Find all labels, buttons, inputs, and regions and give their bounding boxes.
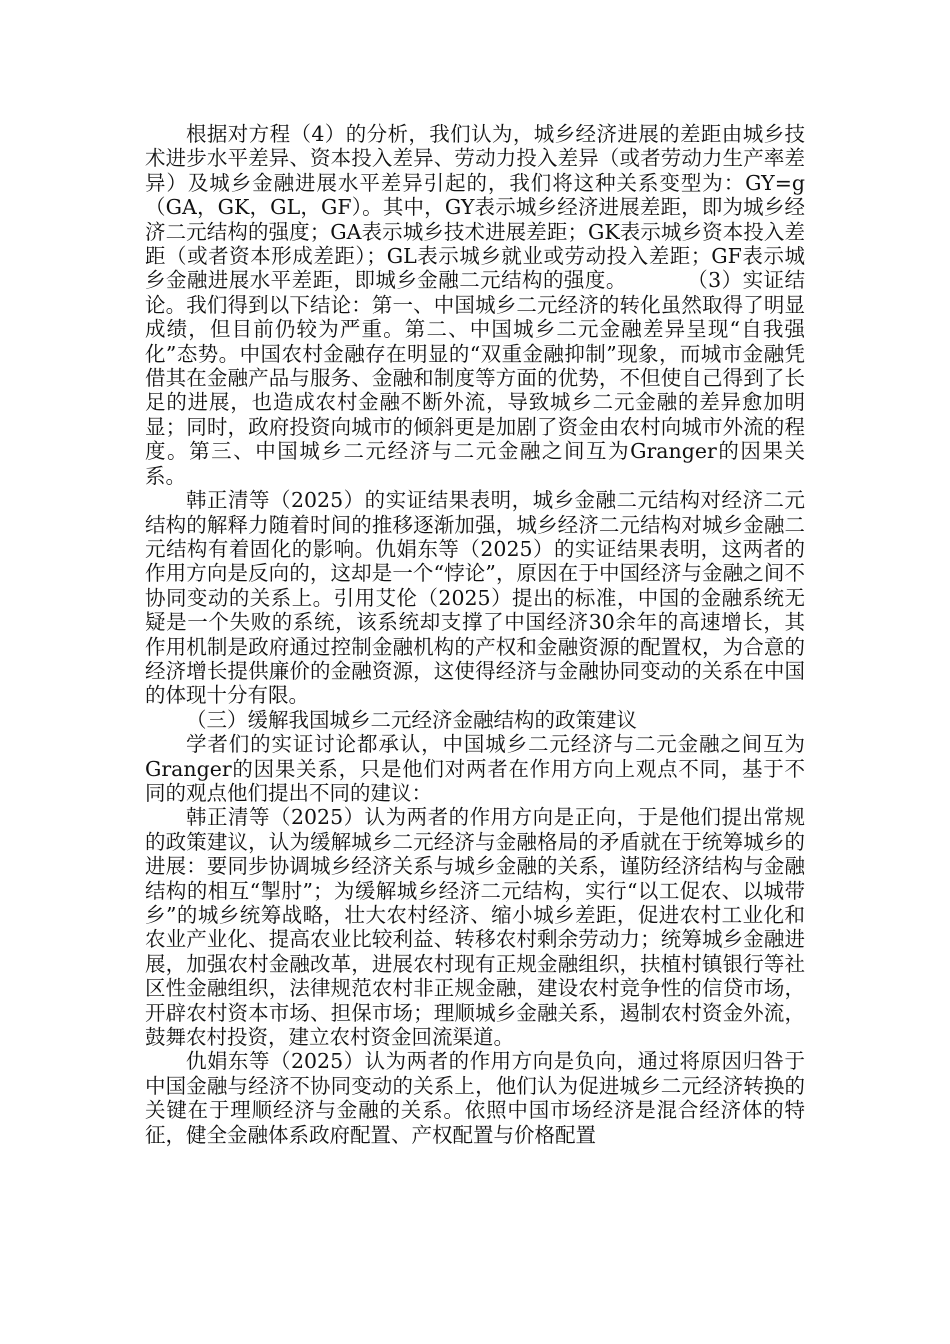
paragraph-han-qiu-results: 韩正清等（2025）的实证结果表明，城乡金融二元结构对经济二元结构的解释力随着时间的推移逐渐加强，城乡经济二元结构对城乡金融二元结构有着固化的影响。仇娟东等（2025）的实证结果表明，这两者的作用方向是反向的，这却是一个“悖论”，原因在于中国经济与金融之间不协同变动的关系上。引用艾伦（2025）提出的标准，中国的金融系统无疑是一个失败的系统，该系统却支撑了中国经济30余年的高速增长，其作用机制是政府通过控制金融机构的产权和金融资源的配置权，为合意的经济增长提供廉价的金融资源，这使得经济与金融协同变动的关系在中国的体现十分有限。 <box>145 488 805 708</box>
section-heading: （三）缓解我国城乡二元经济金融结构的政策建议 <box>186 707 637 732</box>
paragraph-text: 根据对方程（4）的分析，我们认为，城乡经济进展的差距由城乡技术进步水平差异、资本投入差异、劳动力投入差异（或者劳动力生产率差异）及城乡金融进展水平差异引起的，我们将这种关系变型为：GY=g（GA，GK，GL，GF）。其中，GY表示城乡经济进展差距，即为城乡经济二元结构的强度；GA表示城乡技术进展差距；GK表示城乡资本投入差距（或者资本形成差距）；GL表示城乡就业或劳动投入差距；GF表示城乡金融进展水平差距，即城乡金融二元结构的强度。 <box>145 122 805 293</box>
body-text <box>145 122 805 1147</box>
paragraph-scholars-consensus: 学者们的实证讨论都承认，中国城乡二元经济与二元金融之间互为Granger的因果关系，只是他们对两者在作用方向上观点不同，基于不同的观点他们提出不同的建议： <box>145 732 805 805</box>
paragraph-empirical-analysis <box>145 122 805 488</box>
paragraph-han-recommendations: 韩正清等（2025）认为两者的作用方向是正向，于是他们提出常规的政策建议，认为缓解城乡二元经济与金融格局的矛盾就在于统筹城乡的进展：要同步协调城乡经济关系与城乡金融的关系，谨防经济结构与金融结构的相互“掣肘”；为缓解城乡经济二元结构，实行“以工促农、以城带乡”的城乡统筹战略，壮大农村经济、缩小城乡差距，促进农村工业化和农业产业化、提高农业比较利益、转移农村剩余劳动力；统筹城乡金融进展，加强农村金融改革，进展农村现有正规金融组织，扶植村镇银行等社区性金融组织，法律规范农村非正规金融，建设农村竞争性的信贷市场，开辟农村资本市场、担保市场；理顺城乡金融关系，遏制农村资金外流，鼓舞农村投资，建立农村资金回流渠道。 <box>145 805 805 1050</box>
paragraph-text-conclusion: （3）实证结论。我们得到以下结论：第一、中国城乡二元经济的转化虽然取得了明显成绩，但目前仍较为严重。第二、中国城乡二元金融差异呈现“自我强化”态势。中国农村金融存在明显的“双重金融抑制”现象，而城市金融凭借其在金融产品与服务、金融和制度等方面的优势，不但使自己得到了长足的进展，也造成农村金融不断外流，导致城乡二元金融的差异愈加明显；同时，政府投资向城市的倾斜更是加剧了资金由农村向城市外流的程度。第三、中国城乡二元经济与二元金融之间互为Granger的因果关系。 <box>145 268 806 488</box>
paragraph-qiu-recommendations: 仇娟东等（2025）认为两者的作用方向是负向，通过将原因归咎于中国金融与经济不协同变动的关系上，他们认为促进城乡二元经济转换的关键在于理顺经济与金融的关系。依照中国市场经济是混合经济体的特征，健全金融体系政府配置、产权配置与价格配置 <box>145 1049 805 1147</box>
